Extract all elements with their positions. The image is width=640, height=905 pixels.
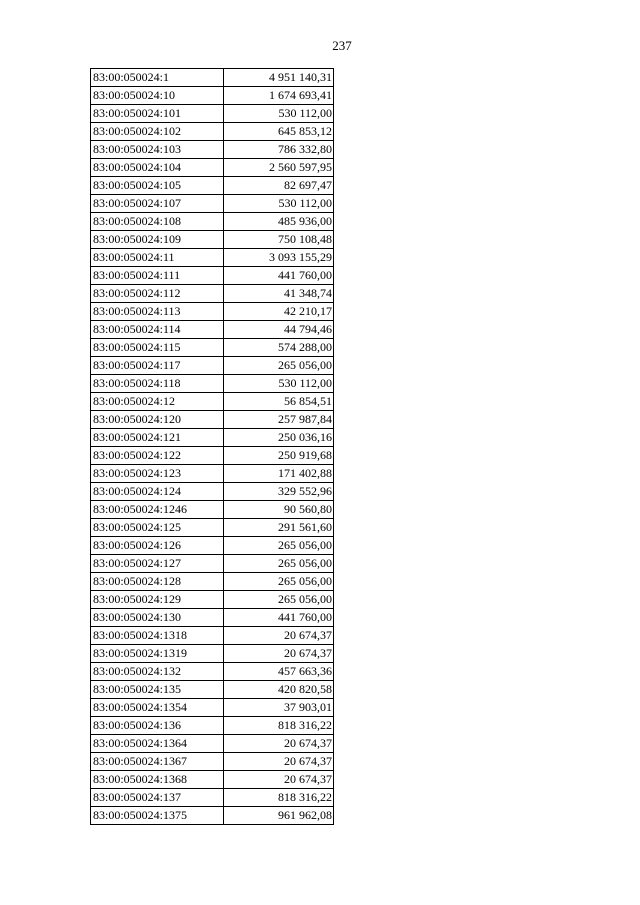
page-number: 237	[332, 38, 352, 53]
value-cell: 530 112,00	[224, 375, 334, 393]
table-row	[91, 447, 334, 465]
table-row	[91, 573, 334, 591]
table-row	[91, 69, 334, 87]
cadastral-number-cell: 83:00:050024:122	[91, 447, 224, 465]
cadastral-number-cell: 83:00:050024:101	[91, 105, 224, 123]
table-row	[91, 681, 334, 699]
cadastral-number-cell: 83:00:050024:135	[91, 681, 224, 699]
cadastral-number-cell: 83:00:050024:121	[91, 429, 224, 447]
value-cell: 20 674,37	[224, 645, 334, 663]
cadastral-number-cell: 83:00:050024:114	[91, 321, 224, 339]
value-cell: 42 210,17	[224, 303, 334, 321]
table-row	[91, 195, 334, 213]
value-cell: 56 854,51	[224, 393, 334, 411]
value-cell: 20 674,37	[224, 735, 334, 753]
cadastral-number-cell: 83:00:050024:124	[91, 483, 224, 501]
table-row	[91, 789, 334, 807]
cadastral-number-cell: 83:00:050024:107	[91, 195, 224, 213]
cadastral-number-cell: 83:00:050024:1368	[91, 771, 224, 789]
value-cell: 485 936,00	[224, 213, 334, 231]
table-row	[91, 537, 334, 555]
table-row	[91, 105, 334, 123]
value-cell: 20 674,37	[224, 771, 334, 789]
value-cell: 4 951 140,31	[224, 69, 334, 87]
cadastral-number-cell: 83:00:050024:103	[91, 141, 224, 159]
cadastral-number-cell: 83:00:050024:12	[91, 393, 224, 411]
value-cell: 3 093 155,29	[224, 249, 334, 267]
value-cell: 265 056,00	[224, 537, 334, 555]
value-cell: 90 560,80	[224, 501, 334, 519]
table-row	[91, 123, 334, 141]
cadastral-number-cell: 83:00:050024:115	[91, 339, 224, 357]
table-row	[91, 213, 334, 231]
table-row	[91, 375, 334, 393]
cadastral-number-cell: 83:00:050024:123	[91, 465, 224, 483]
cadastral-number-cell: 83:00:050024:109	[91, 231, 224, 249]
table-row	[91, 159, 334, 177]
value-cell: 20 674,37	[224, 753, 334, 771]
cadastral-number-cell: 83:00:050024:127	[91, 555, 224, 573]
value-cell: 2 560 597,95	[224, 159, 334, 177]
table-row	[91, 465, 334, 483]
cadastral-number-cell: 83:00:050024:117	[91, 357, 224, 375]
cadastral-number-cell: 83:00:050024:1354	[91, 699, 224, 717]
value-cell: 257 987,84	[224, 411, 334, 429]
table-row	[91, 771, 334, 789]
value-cell: 265 056,00	[224, 555, 334, 573]
cadastral-number-cell: 83:00:050024:104	[91, 159, 224, 177]
value-cell: 291 561,60	[224, 519, 334, 537]
value-cell: 250 919,68	[224, 447, 334, 465]
cadastral-number-cell: 83:00:050024:129	[91, 591, 224, 609]
cadastral-number-cell: 83:00:050024:120	[91, 411, 224, 429]
value-cell: 265 056,00	[224, 591, 334, 609]
cadastral-number-cell: 83:00:050024:118	[91, 375, 224, 393]
value-cell: 44 794,46	[224, 321, 334, 339]
value-cell: 329 552,96	[224, 483, 334, 501]
table-row	[91, 753, 334, 771]
value-cell: 420 820,58	[224, 681, 334, 699]
cadastral-number-cell: 83:00:050024:11	[91, 249, 224, 267]
table-row	[91, 591, 334, 609]
table-row	[91, 357, 334, 375]
value-cell: 1 674 693,41	[224, 87, 334, 105]
table-row	[91, 141, 334, 159]
cadastral-number-cell: 83:00:050024:112	[91, 285, 224, 303]
cadastral-number-cell: 83:00:050024:108	[91, 213, 224, 231]
cadastral-number-cell: 83:00:050024:1375	[91, 807, 224, 825]
table-row	[91, 717, 334, 735]
table-row	[91, 483, 334, 501]
table-row	[91, 429, 334, 447]
cadastral-number-cell: 83:00:050024:1319	[91, 645, 224, 663]
value-cell: 645 853,12	[224, 123, 334, 141]
table-row	[91, 267, 334, 285]
value-cell: 20 674,37	[224, 627, 334, 645]
table-row	[91, 339, 334, 357]
table-row	[91, 627, 334, 645]
cadastral-number-cell: 83:00:050024:1318	[91, 627, 224, 645]
value-cell: 750 108,48	[224, 231, 334, 249]
table-row	[91, 285, 334, 303]
table-row	[91, 303, 334, 321]
table-row	[91, 501, 334, 519]
table-row	[91, 699, 334, 717]
value-cell: 818 316,22	[224, 789, 334, 807]
table-body	[91, 69, 334, 825]
value-cell: 171 402,88	[224, 465, 334, 483]
value-cell: 441 760,00	[224, 267, 334, 285]
cadastral-number-cell: 83:00:050024:105	[91, 177, 224, 195]
value-cell: 530 112,00	[224, 195, 334, 213]
value-cell: 818 316,22	[224, 717, 334, 735]
table-row	[91, 177, 334, 195]
table-row	[91, 609, 334, 627]
cadastral-number-cell: 83:00:050024:10	[91, 87, 224, 105]
value-cell: 265 056,00	[224, 573, 334, 591]
value-cell: 574 288,00	[224, 339, 334, 357]
table-row	[91, 87, 334, 105]
cadastral-number-cell: 83:00:050024:113	[91, 303, 224, 321]
table-row	[91, 249, 334, 267]
value-cell: 530 112,00	[224, 105, 334, 123]
table-row	[91, 411, 334, 429]
value-cell: 441 760,00	[224, 609, 334, 627]
cadastral-number-cell: 83:00:050024:1367	[91, 753, 224, 771]
table-row	[91, 393, 334, 411]
value-cell: 37 903,01	[224, 699, 334, 717]
cadastral-value-table	[90, 68, 334, 825]
cadastral-number-cell: 83:00:050024:111	[91, 267, 224, 285]
value-cell: 41 348,74	[224, 285, 334, 303]
value-cell: 82 697,47	[224, 177, 334, 195]
cadastral-number-cell: 83:00:050024:132	[91, 663, 224, 681]
table-row	[91, 231, 334, 249]
cadastral-number-cell: 83:00:050024:1	[91, 69, 224, 87]
cadastral-number-cell: 83:00:050024:1246	[91, 501, 224, 519]
cadastral-number-cell: 83:00:050024:125	[91, 519, 224, 537]
cadastral-number-cell: 83:00:050024:128	[91, 573, 224, 591]
value-cell: 786 332,80	[224, 141, 334, 159]
value-cell: 457 663,36	[224, 663, 334, 681]
value-cell: 250 036,16	[224, 429, 334, 447]
table-row	[91, 645, 334, 663]
cadastral-number-cell: 83:00:050024:102	[91, 123, 224, 141]
table-row	[91, 807, 334, 825]
table-row	[91, 663, 334, 681]
table-row	[91, 321, 334, 339]
cadastral-number-cell: 83:00:050024:1364	[91, 735, 224, 753]
cadastral-number-cell: 83:00:050024:136	[91, 717, 224, 735]
table-row	[91, 555, 334, 573]
cadastral-number-cell: 83:00:050024:137	[91, 789, 224, 807]
table-row	[91, 519, 334, 537]
value-cell: 961 962,08	[224, 807, 334, 825]
cadastral-number-cell: 83:00:050024:130	[91, 609, 224, 627]
value-cell: 265 056,00	[224, 357, 334, 375]
table-row	[91, 735, 334, 753]
cadastral-number-cell: 83:00:050024:126	[91, 537, 224, 555]
